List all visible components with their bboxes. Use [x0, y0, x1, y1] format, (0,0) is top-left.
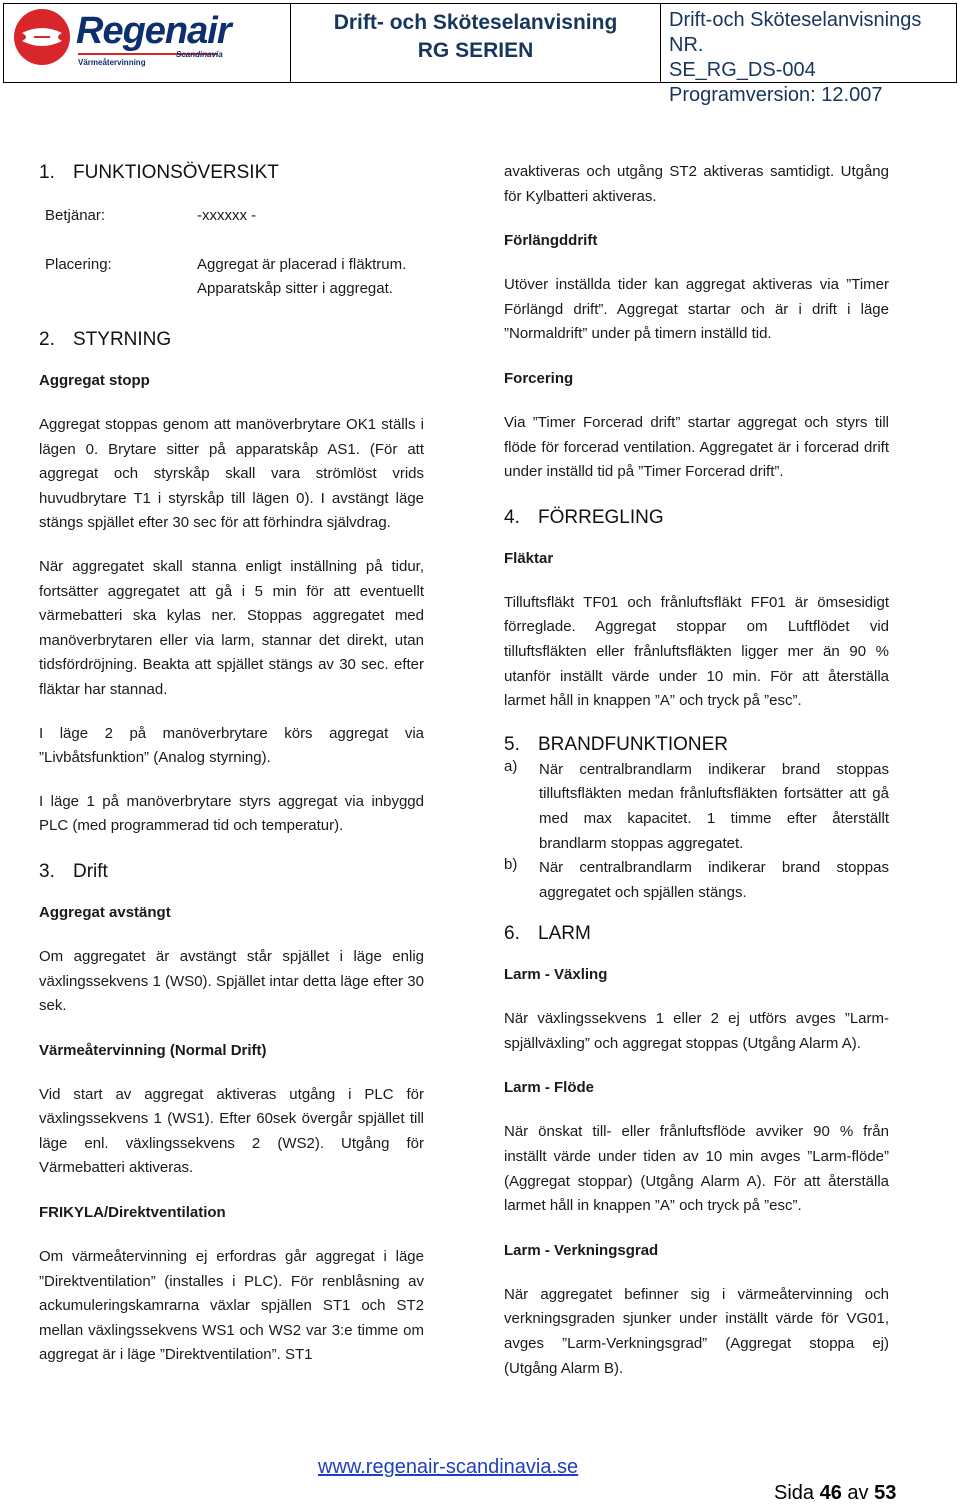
- paragraph: I läge 2 på manöverbrytare körs aggregat via ”Livbåtsfunktion” (Analog styrning).: [39, 724, 424, 767]
- paragraph: Om aggregatet är avstängt står spjället i läge enlig växlingssekvens 1 (WS0). Spjället intar detta läge efter 30 sek.: [39, 947, 424, 1015]
- paragraph: När aggregatet skall stanna enligt inställning på tidur, fortsätter aggregatet att gå i 5 min för att eventuellt värmebatteri ska kylas ner. Stoppas aggregatet med manöverbrytaren eller via larm, stannar det direkt, utan tidsfördröjning. Beakta att spjället stängs av 30 sec. efter fläktar har stannad.: [39, 557, 424, 698]
- paragraph: Via ”Timer Forcerad drift” startar aggregat och styrs till flöde för forcerad ventilation. Aggregatet är i forcerad drift under inställd tid på ”Timer Forcerad drift”.: [504, 413, 889, 481]
- list-item: b) När centralbrandlarm indikerar brand stoppas aggregatet och spjällen stängs.: [504, 856, 889, 901]
- left-column: [39, 160, 424, 1368]
- section-heading: 6. LARM: [504, 923, 591, 945]
- subheading: Värmeåtervinning (Normal Drift): [39, 1041, 267, 1059]
- subheading: Fläktar: [504, 549, 554, 567]
- section-heading: 4. FÖRREGLING: [504, 506, 664, 528]
- paragraph: Aggregat stoppas genom att manöverbrytare OK1 ställs i lägen 0. Brytare sitter på apparatskåp AS1. (För att aggregat och styrskåp skall vara strömlöst vrids huvudbrytare T1 i styrskåp till lägen 0). I avstängt läge stängs spjället efter 30 sec för att förhindra självdrag.: [39, 416, 424, 532]
- subheading: Larm - Verkningsgrad: [504, 1241, 659, 1259]
- logo-tagline: Värmeåtervinning: [78, 58, 146, 67]
- logo-cell: [4, 4, 291, 82]
- doc-label: Drift-och Sköteselanvisnings NR.: [669, 9, 922, 56]
- field-placering: Placering: Aggregat är placerad i fläktrum. Apparatskåp sitter i aggregat.: [45, 256, 407, 297]
- paragraph: Tilluftsfläkt TF01 och frånluftsfläkt FF01 är ömsesidigt förreglade. Aggregat stoppar om Luftflödet vid tilluftsfläkten eller frånluftsfläkten ligger mer än 90 % utanför inställt värde under 10 min. För att återställa larmet håll in knappen ”A” och tryck på ”esc”.: [504, 593, 889, 710]
- title-line-2: RG SERIEN: [417, 39, 534, 62]
- subheading: Larm - Flöde: [504, 1079, 595, 1097]
- paragraph: När önskat till- eller frånluftsflöde avviker 90 % från inställt värde under tiden av 10 min avges ”Larm-flöde” (Aggregat stoppar) (Utgång Alarm A). För att återställa larmet håll in knappen ”A” och tryck på ”esc”.: [504, 1123, 889, 1215]
- page-header: [3, 3, 957, 106]
- subheading: Förlängddrift: [504, 232, 598, 250]
- section-heading: 1. FUNKTIONSÖVERSIKT: [39, 162, 279, 183]
- paragraph: I läge 1 på manöverbrytare styrs aggregat via inbyggd PLC (med programmerad tid och temperatur).: [39, 792, 424, 835]
- subheading: FRIKYLA/Direktventilation: [39, 1204, 226, 1222]
- right-column: [504, 160, 889, 1381]
- list-item: a) När centralbrandlarm indikerar brand stoppas tilluftsfläkten medan frånluftsfläkten fortsätter att gå med max kapacitet. 1 timme efter återställt brandlarm stoppas aggregatet.: [504, 757, 889, 852]
- subheading: Forcering: [504, 369, 574, 387]
- subheading: Aggregat avstängt: [39, 903, 171, 921]
- doc-number: SE_RG_DS-004: [669, 59, 816, 81]
- logo-sub-brand: Scandinavia: [176, 50, 223, 59]
- program-version: Programversion: 12.007: [669, 84, 883, 106]
- paragraph: avaktiveras och utgång ST2 aktiveras samtidigt. Utgång för Kylbatteri aktiveras.: [504, 163, 889, 205]
- subheading: Aggregat stopp: [39, 372, 150, 389]
- paragraph: Om värmeåtervinning ej erfordras går aggregat i läge ”Direktventilation” (installes i PLC). För renblåsning av ackumuleringskamrarna växlar spjällen ST1 och ST2 mellan växlingssekvens WS1 och WS2 var 3:e timme om aggregat är i läge ”Direktventilation”. ST1: [39, 1248, 424, 1364]
- regenair-logo-icon: [14, 9, 70, 65]
- document-info: [661, 4, 956, 106]
- page-number: Sida 46 av 53: [774, 1482, 897, 1504]
- paragraph: När aggregatet befinner sig i värmeåtervinning och verkningsgraden sjunker under inställt värde för VG01, avges ”Larm-Verkningsgrad” (Aggregat stoppa ej) (Utgång Alarm B).: [504, 1285, 889, 1377]
- section-heading: 2. STYRNING: [39, 329, 172, 350]
- paragraph: Vid start av aggregat aktiveras utgång i PLC för växlingssekvens 1 (WS1). Efter 60sek övergår spjället till läge enl. växlingssekvens 2 (WS2). Utgång för Värmebatteri aktiveras.: [39, 1085, 424, 1177]
- paragraph: Utöver inställda tider kan aggregat aktiveras via ”Timer Förlängd drift”. Aggregat startar och är i drift i läge ”Normaldrift” under på timern inställd tid.: [504, 276, 889, 343]
- subheading: Larm - Växling: [504, 966, 608, 984]
- website-link[interactable]: www.regenair-scandinavia.se: [318, 1456, 579, 1478]
- logo-wordmark: Regenair: [76, 10, 231, 52]
- field-betjanar: Betjänar: -xxxxxx -: [45, 207, 257, 224]
- section-heading: 5. BRANDFUNKTIONER: [504, 733, 729, 755]
- paragraph: När växlingssekvens 1 eller 2 ej utförs avges ”Larm-spjällväxling” och aggregat stoppas (Utgång Alarm A).: [504, 1010, 889, 1052]
- section-heading: 3. Drift: [39, 860, 108, 882]
- document-title: [291, 4, 661, 82]
- title-line-1: Drift- och Sköteselanvisning: [333, 11, 618, 34]
